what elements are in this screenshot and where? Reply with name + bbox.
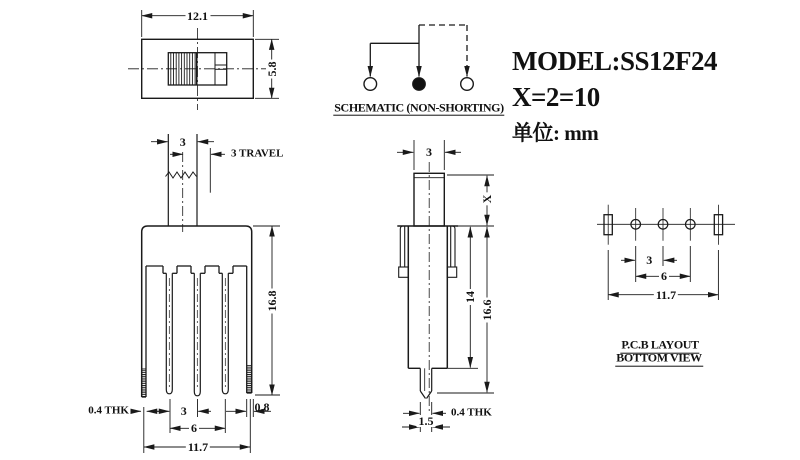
front-view-span-dim: 6 [191, 421, 197, 436]
side-view-knob-width-dim: 3 [426, 145, 432, 160]
schematic-linework [364, 25, 473, 90]
schematic-terminal-open-right [461, 78, 474, 91]
front-view-knob-width-dim: 3 [179, 134, 186, 149]
model-number: MODEL:SS12F24 [512, 46, 718, 76]
top-view-linework [128, 10, 279, 110]
pcb-span-dim: 6 [661, 269, 667, 284]
front-view-thk-dim: 0.4 THK [88, 404, 129, 417]
unit-note: 单位: mm [512, 121, 599, 145]
x-formula: X=2=10 [512, 82, 600, 112]
pcb-caption-subtitle: BOTTOM VIEW [616, 350, 702, 365]
schematic-caption: SCHEMATIC (NON-SHORTING) [334, 100, 504, 115]
side-view-thk-dim: 0.4 THK [451, 406, 492, 419]
pcb-layout-linework [597, 205, 735, 300]
top-view-width-dim: 12.1 [187, 8, 208, 23]
schematic-terminal-open-left [364, 78, 377, 91]
top-view-height-dim: 5.8 [264, 61, 279, 77]
front-view-pitch-dim: 3 [180, 404, 187, 419]
side-view-pin-width-dim: 1.5 [418, 414, 434, 428]
front-view-height-dim: 16.8 [265, 290, 279, 312]
pcb-caption-title: P.C.B LAYOUT [621, 337, 699, 352]
front-view-travel-dim: 3 TRAVEL [231, 147, 284, 160]
side-view-linework [397, 140, 494, 432]
side-view-knob-height-dim: X [480, 194, 494, 204]
pcb-overall-dim: 11.7 [655, 287, 677, 302]
front-view-leg-width-dim: 0.8 [254, 399, 270, 414]
pcb-pitch-dim: 3 [646, 253, 653, 267]
side-view-body-height-dim: 14 [463, 290, 478, 303]
schematic-terminal-common [413, 78, 426, 91]
side-view-total-height-dim: 16.6 [480, 299, 494, 321]
front-view-overall-dim: 11.7 [187, 440, 209, 454]
